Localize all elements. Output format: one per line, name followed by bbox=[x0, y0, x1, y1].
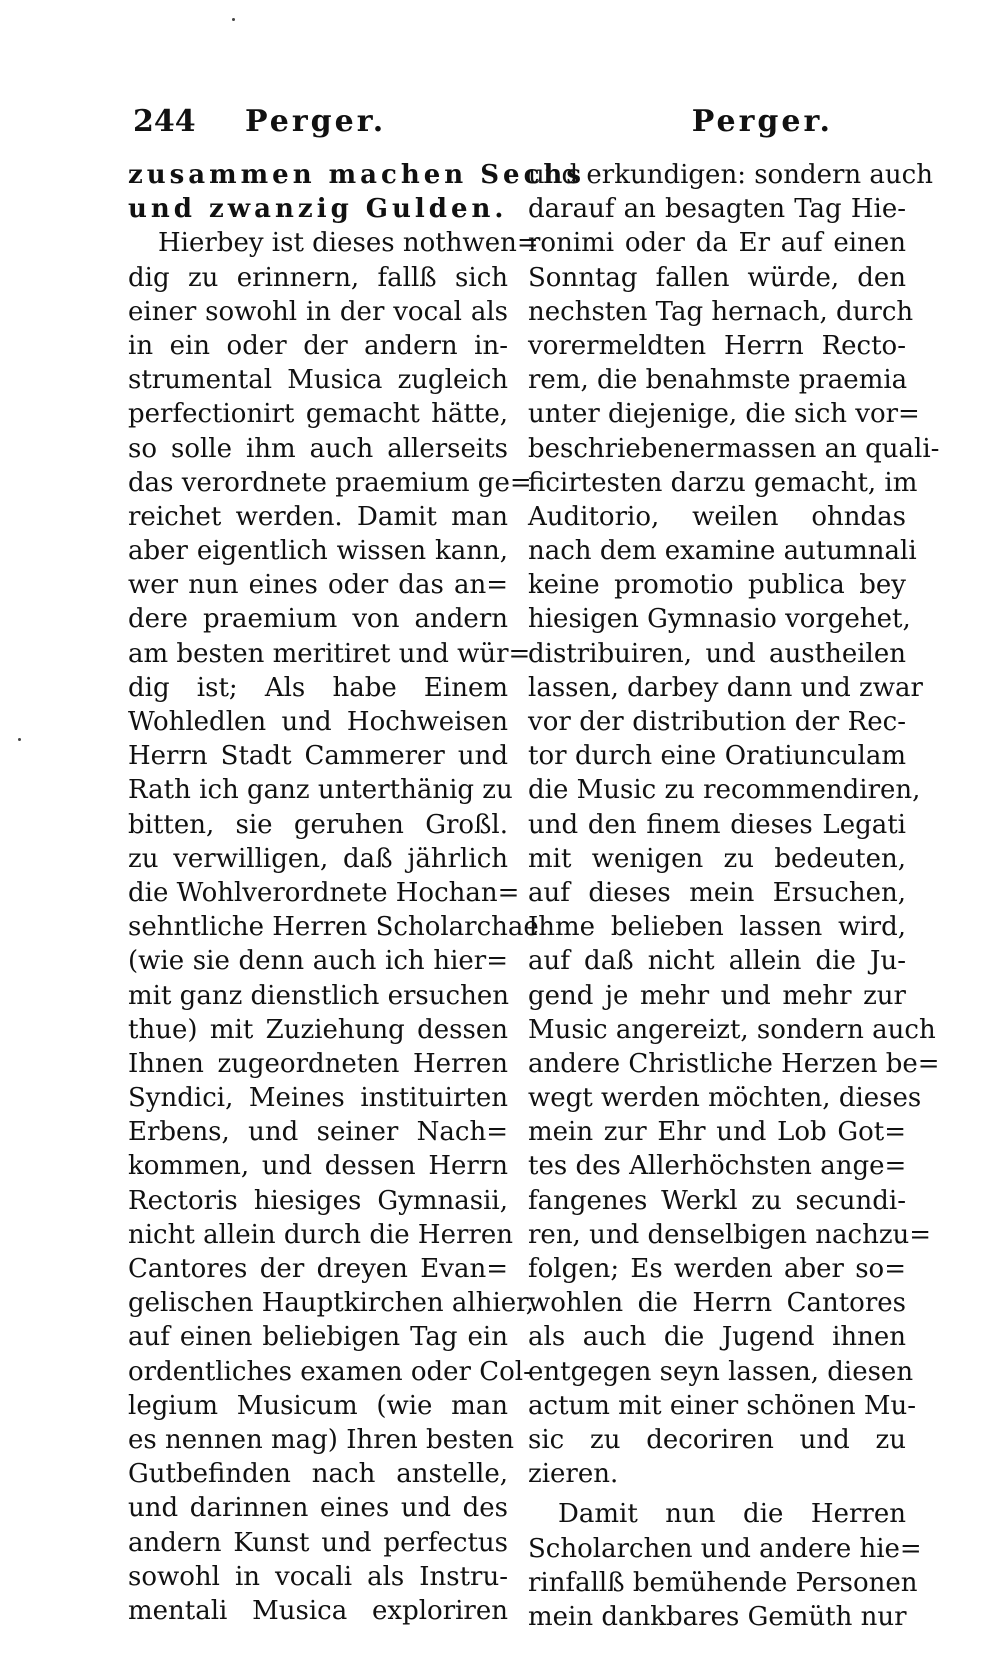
text-line: auf einen beliebigen Tag ein bbox=[128, 1322, 508, 1353]
text-line: und zwanzig Gulden. bbox=[128, 194, 508, 225]
text-line: mit wenigen zu bedeuten, bbox=[528, 843, 906, 874]
text-line: Rectoris hiesiges Gymnasii, bbox=[128, 1185, 508, 1216]
text-line: Rath ich ganz unterthänig zu bbox=[128, 775, 513, 806]
text-line: es nennen mag) Ihren besten bbox=[128, 1424, 515, 1455]
text-line: gend je mehr und mehr zur bbox=[528, 980, 906, 1011]
text-line: nechsten Tag hernach, durch bbox=[528, 296, 914, 327]
text-line: Wohledlen und Hochweisen bbox=[128, 707, 508, 737]
text-line: unter diejenige, die sich vor= bbox=[528, 399, 920, 430]
text-line: folgen; Es werden aber so= bbox=[528, 1254, 906, 1284]
running-title-left: Perger. bbox=[245, 104, 387, 139]
text-line: (wie sie denn auch ich hier= bbox=[128, 946, 508, 977]
text-line: mentali Musica exploriren bbox=[128, 1595, 508, 1626]
text-line: Auditorio, weilen ohndas bbox=[528, 501, 906, 532]
text-line: und den finem dieses Legati bbox=[528, 809, 906, 840]
text-line: Scholarchen und andere hie= bbox=[528, 1533, 922, 1564]
text-line: andere Christliche Herzen be= bbox=[528, 1048, 940, 1079]
text-line: gelischen Hauptkirchen alhier, bbox=[128, 1288, 535, 1319]
text-line: das verordnete praemium ge= bbox=[128, 467, 532, 498]
text-line: Ihme belieben lassen wird, bbox=[528, 912, 906, 943]
text-line: einer sowohl in der vocal als bbox=[128, 296, 508, 327]
text-line: actum mit einer schönen Mu- bbox=[528, 1390, 916, 1421]
text-line: legium Musicum (wie man bbox=[128, 1390, 508, 1421]
text-line: Damit nun die Herren bbox=[558, 1499, 906, 1530]
text-line: andern Kunst und perfectus bbox=[128, 1527, 508, 1558]
text-line: zusammen machen Sechs bbox=[128, 160, 585, 190]
text-line: fangenes Werkl zu secundi- bbox=[528, 1185, 906, 1216]
text-line: vor der distribution der Rec- bbox=[528, 707, 906, 737]
text-line: kommen, und dessen Herrn bbox=[128, 1151, 508, 1182]
text-line: Ihnen zugeordneten Herren bbox=[128, 1048, 508, 1079]
text-line: darauf an besagten Tag Hie- bbox=[528, 194, 906, 225]
text-line: dig zu erinnern, fallß sich bbox=[128, 262, 508, 293]
text-line: sic zu decoriren und zu bbox=[528, 1424, 906, 1455]
text-line: nach dem examine autumnali bbox=[528, 536, 917, 567]
text-line: die Music zu recommendiren, bbox=[528, 775, 921, 806]
text-line: tor durch eine Oratiunculam bbox=[528, 741, 906, 772]
right-column bbox=[528, 158, 940, 1634]
print-speck bbox=[18, 738, 21, 741]
text-line: strumental Musica zugleich bbox=[128, 365, 508, 396]
text-line: Herrn Stadt Cammerer und bbox=[128, 741, 508, 772]
page-header bbox=[133, 104, 833, 148]
text-line: zieren. bbox=[528, 1459, 619, 1490]
text-line: die Wohlverordnete Hochan= bbox=[128, 877, 520, 908]
text-line: aber eigentlich wissen kann, bbox=[128, 536, 508, 567]
text-line: mein zur Ehr und Lob Got= bbox=[528, 1117, 906, 1148]
text-line: auf dieses mein Ersuchen, bbox=[528, 877, 906, 908]
text-line: dere praemium von andern bbox=[128, 604, 508, 635]
running-title-right: Perger. bbox=[691, 104, 833, 139]
text-line: ficirtesten darzu gemacht, im bbox=[528, 467, 918, 498]
text-line: Syndici, Meines instituirten bbox=[128, 1083, 508, 1114]
text-line: keine promotio publica bey bbox=[528, 570, 906, 601]
text-line: entgegen seyn lassen, diesen bbox=[528, 1356, 914, 1387]
text-line: am besten meritiret und wür= bbox=[128, 638, 531, 669]
text-line: Gutbefinden nach anstelle, bbox=[128, 1459, 508, 1490]
text-line: bitten, sie geruhen Großl. bbox=[128, 809, 508, 840]
text-line: wegt werden möchten, dieses bbox=[528, 1083, 922, 1114]
text-line: Music angereizt, sondern auch bbox=[528, 1014, 936, 1045]
text-line: Sonntag fallen würde, den bbox=[528, 262, 906, 293]
text-line: mit ganz dienstlich ersuchen bbox=[128, 980, 509, 1011]
text-line: mein dankbares Gemüth nur bbox=[528, 1601, 907, 1632]
text-line: rem, die benahmste praemia bbox=[528, 365, 908, 396]
text-line: vorermeldten Herrn Recto- bbox=[528, 330, 906, 361]
text-line: reichet werden. Damit man bbox=[128, 501, 508, 532]
text-line: Hierbey ist dieses nothwen= bbox=[158, 228, 539, 259]
text-line: sehntliche Herren Scholarchae bbox=[128, 912, 539, 943]
text-line: ren, und denselbigen nachzu= bbox=[528, 1219, 932, 1250]
text-line: nicht allein durch die Herren bbox=[128, 1219, 513, 1250]
text-line: in ein oder der andern in- bbox=[128, 330, 508, 361]
text-line: Cantores der dreyen Evan= bbox=[128, 1254, 508, 1284]
text-line: ordentliches examen oder Col- bbox=[128, 1356, 532, 1387]
text-line: perfectionirt gemacht hätte, bbox=[128, 399, 508, 430]
text-line: tes des Allerhöchsten ange= bbox=[528, 1151, 907, 1182]
text-line: beschriebenermassen an quali- bbox=[528, 433, 940, 464]
text-line: hiesigen Gymnasio vorgehet, bbox=[528, 604, 911, 635]
print-speck bbox=[232, 18, 235, 21]
text-line: wohlen die Herrn Cantores bbox=[528, 1288, 906, 1319]
text-line: auf daß nicht allein die Ju- bbox=[528, 946, 906, 977]
text-line: dig ist; Als habe Einem bbox=[128, 672, 508, 703]
text-line: sowohl in vocali als Instru- bbox=[128, 1561, 508, 1592]
text-line: und darinnen eines und des bbox=[128, 1493, 508, 1524]
text-line: so solle ihm auch allerseits bbox=[128, 433, 508, 464]
text-line: zu verwilligen, daß jährlich bbox=[128, 843, 508, 874]
text-line: und erkundigen: sondern auch bbox=[528, 160, 933, 190]
text-line: rinfallß bemühende Personen bbox=[528, 1567, 918, 1598]
text-line: thue) mit Zuziehung dessen bbox=[128, 1014, 508, 1045]
text-line: distribuiren, und austheilen bbox=[528, 638, 906, 669]
text-line: ronimi oder da Er auf einen bbox=[528, 228, 906, 259]
page-number: 244 bbox=[133, 104, 196, 139]
text-line: wer nun eines oder das an= bbox=[128, 570, 508, 601]
text-line: als auch die Jugend ihnen bbox=[528, 1322, 906, 1353]
text-line: lassen, darbey dann und zwar bbox=[528, 672, 923, 703]
text-line: Erbens, und seiner Nach= bbox=[128, 1117, 508, 1148]
